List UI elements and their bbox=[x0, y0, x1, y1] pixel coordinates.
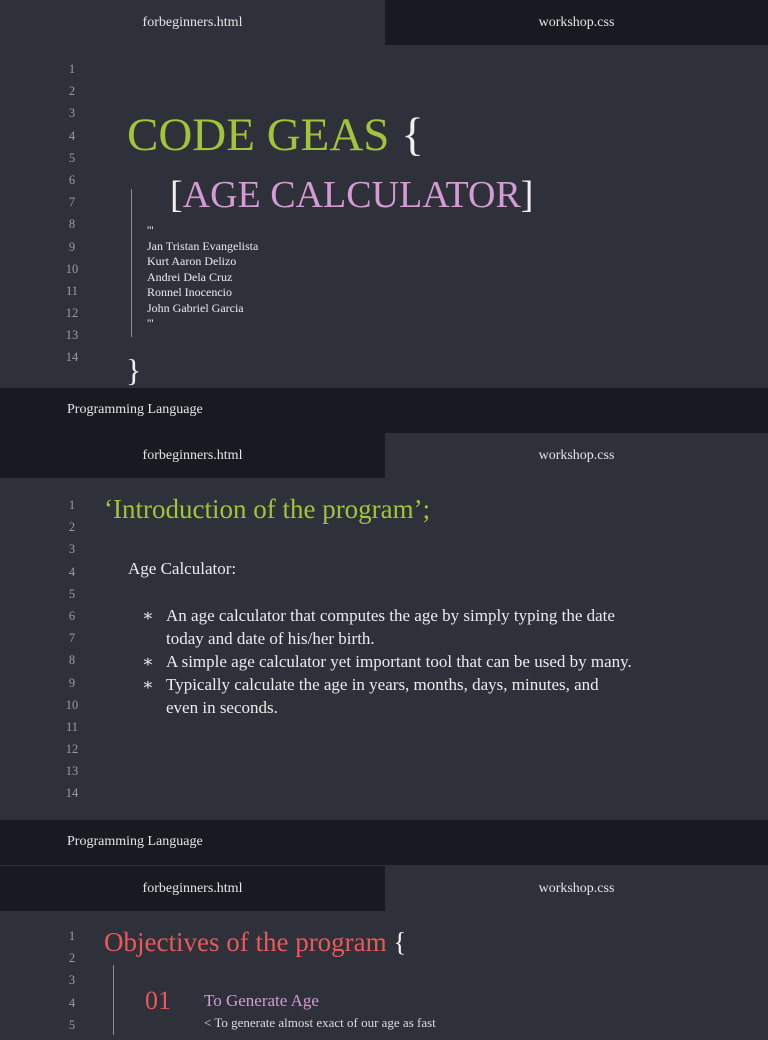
line-numbers: 1 2 3 4 5 6 7 8 9 10 11 12 13 14 bbox=[65, 498, 79, 801]
tab-forbeginners-html[interactable]: forbeginners.html bbox=[0, 866, 385, 911]
author-2: Kurt Aaron Delizo bbox=[147, 254, 237, 268]
bullet-2-line-1: A simple age calculator yet important tool that can be used by many. bbox=[166, 652, 632, 671]
intro-heading: ‘Introduction of the program’; bbox=[104, 494, 431, 524]
tab-workshop-css[interactable]: workshop.css bbox=[385, 866, 768, 911]
open-brace: { bbox=[393, 927, 407, 957]
slide-introduction bbox=[0, 478, 768, 820]
bullet-1-line-2: today and date of his/her birth. bbox=[166, 629, 375, 648]
footer-bar-1 bbox=[0, 388, 768, 433]
asterisk-icon: ∗ bbox=[142, 675, 154, 694]
tab-bar-1 bbox=[0, 0, 768, 45]
tab-workshop-css[interactable]: workshop.css bbox=[385, 433, 768, 478]
title-line bbox=[127, 107, 424, 163]
bullet-1-line-1: An age calculator that computes the age by simply typing the date bbox=[166, 606, 615, 625]
footer-bar-2 bbox=[0, 820, 768, 865]
tab-bar-2 bbox=[0, 433, 768, 478]
objective-description: < To generate almost exact of our age as fast bbox=[204, 1015, 436, 1030]
slide-title bbox=[0, 45, 768, 388]
objective-number: 01 bbox=[145, 986, 171, 1015]
slide-objectives bbox=[0, 911, 768, 1032]
quote-close: ''' bbox=[147, 316, 154, 330]
indent-guide bbox=[113, 965, 114, 1035]
author-4: Ronnel Inocencio bbox=[147, 285, 232, 299]
open-brace: { bbox=[401, 109, 424, 161]
bullet-3-line-2: even in seconds. bbox=[166, 698, 278, 717]
authors-block bbox=[147, 223, 258, 332]
footer-label: Programming Language bbox=[67, 402, 203, 417]
objective-title: To Generate Age bbox=[204, 991, 319, 1010]
bullet-list bbox=[142, 604, 632, 719]
main-title: CODE GEAS bbox=[127, 109, 390, 161]
subtitle-line bbox=[170, 172, 533, 218]
quote-open: ''' bbox=[147, 223, 154, 237]
asterisk-icon: ∗ bbox=[142, 652, 154, 671]
list-item bbox=[142, 650, 632, 673]
objectives-heading-line bbox=[104, 925, 406, 959]
line-numbers: 1 2 3 4 5 6 7 8 9 10 11 12 13 14 bbox=[65, 62, 79, 365]
close-brace: } bbox=[126, 352, 142, 388]
author-3: Andrei Dela Cruz bbox=[147, 269, 233, 284]
line-numbers: 1 2 3 4 5 bbox=[68, 929, 76, 1032]
subtitle: AGE CALCULATOR bbox=[182, 174, 521, 216]
list-item bbox=[142, 673, 632, 719]
asterisk-icon: ∗ bbox=[142, 606, 154, 625]
footer-label: Programming Language bbox=[67, 834, 203, 849]
author-1: Jan Tristan Evangelista bbox=[147, 238, 259, 253]
bullet-3-line-1: Typically calculate the age in years, months, days, minutes, and bbox=[166, 675, 599, 694]
author-5: John Gabriel Garcia bbox=[147, 300, 244, 315]
tab-forbeginners-html[interactable]: forbeginners.html bbox=[0, 0, 385, 45]
subtitle-close-bracket: ] bbox=[520, 174, 534, 216]
tab-bar-3 bbox=[0, 866, 768, 911]
subtitle-open-bracket: [ bbox=[170, 174, 183, 216]
indent-guide bbox=[131, 189, 132, 337]
list-item bbox=[142, 604, 632, 650]
tab-forbeginners-html[interactable]: forbeginners.html bbox=[0, 433, 385, 478]
section-label: Age Calculator: bbox=[128, 559, 237, 578]
objectives-heading: Objectives of the program bbox=[104, 927, 387, 957]
tab-workshop-css[interactable]: workshop.css bbox=[385, 0, 768, 45]
